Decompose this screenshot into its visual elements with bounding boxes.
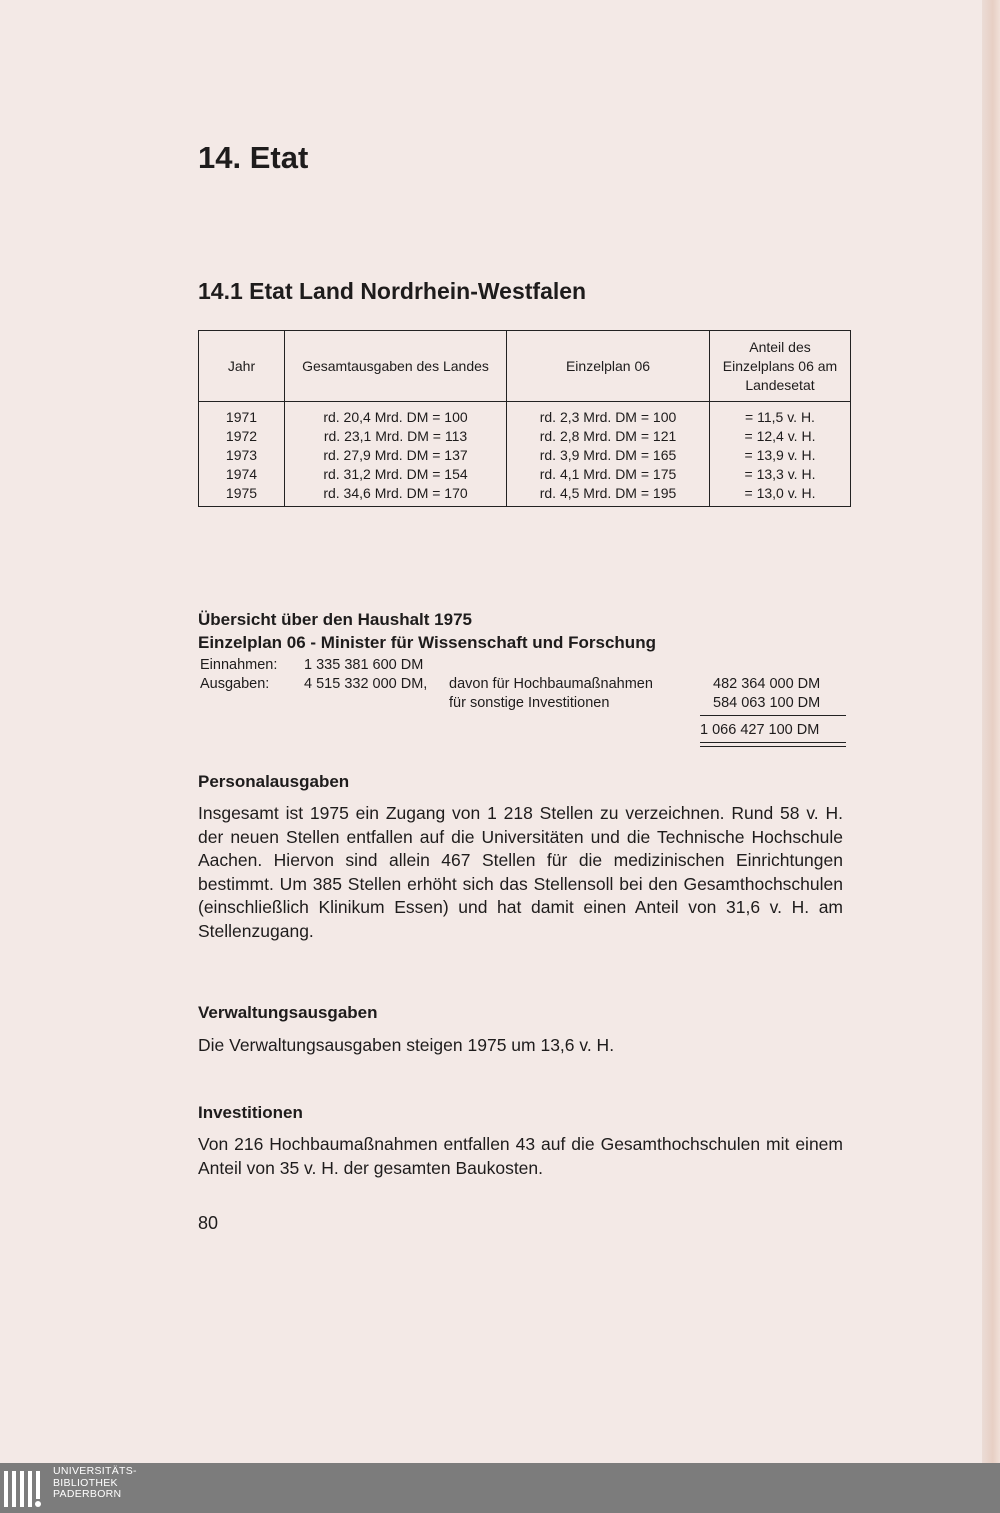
- library-logo-icon: [4, 1469, 46, 1509]
- library-name-line1: UNIVERSITÄTS-: [53, 1465, 137, 1477]
- einnahmen-label: Einnahmen:: [200, 657, 278, 673]
- etat-table: [198, 330, 851, 507]
- header-jahr: Jahr: [199, 331, 285, 402]
- table-header-row: [199, 331, 851, 402]
- ausgaben-label: Ausgaben:: [200, 676, 270, 692]
- cell-gesamt: rd. 20,4 Mrd. DM = 100: [285, 402, 507, 428]
- library-footer: [0, 1463, 1000, 1513]
- cell-anteil: = 13,0 v. H.: [710, 484, 851, 507]
- personal-heading: Personalausgaben: [198, 772, 350, 791]
- cell-gesamt: rd. 23,1 Mrd. DM = 113: [285, 427, 507, 446]
- page-number: 80: [198, 1213, 219, 1233]
- library-name: [53, 1466, 137, 1501]
- table-row: [199, 402, 851, 428]
- section-heading: 14.1 Etat Land Nordrhein-Westfalen: [198, 278, 587, 304]
- personal-paragraph: Insgesamt ist 1975 ein Zugang von 1 218 Stellen zu verzeichnen. Rund 58 v. H. der neuen Stellen entfallen auf die Universitäten und die Technische Hochschule Aachen. Hiervon sind allein 467 Stellen für die medizinischen Einrichtungen bestimmt. Um 385 Stellen erhöht sich das Stellensoll bei den Gesamthochschulen (einschließlich Klinikum Essen) und hat damit einen Anteil von 31,6 v. H. am Stellenzugang.: [198, 803, 843, 941]
- investitionen-heading: Investitionen: [198, 1103, 303, 1122]
- verwaltung-paragraph: Die Verwaltungsausgaben steigen 1975 um 13,6 v. H.: [198, 1035, 615, 1055]
- investitionen-paragraph: Von 216 Hochbaumaßnahmen entfallen 43 auf die Gesamthochschulen mit einem Anteil von 35 v. H. der gesamten Baukosten.: [198, 1134, 843, 1178]
- hochbau-label: davon für Hochbaumaßnahmen: [449, 676, 653, 692]
- header-einzelplan: Einzelplan 06: [507, 331, 710, 402]
- ausgaben-value: 4 515 332 000 DM,: [304, 676, 428, 692]
- sum-rule: [700, 715, 846, 716]
- cell-anteil: = 12,4 v. H.: [710, 427, 851, 446]
- table-row: [199, 484, 851, 507]
- cell-gesamt: rd. 27,9 Mrd. DM = 137: [285, 446, 507, 465]
- hochbau-value: 482 364 000 DM: [713, 676, 821, 692]
- table-row: [199, 427, 851, 446]
- header-anteil: Anteil des Einzelplans 06 am Landesetat: [710, 331, 851, 402]
- library-name-line2: BIBLIOTHEK: [53, 1476, 118, 1489]
- investitionen-value: 584 063 100 DM: [713, 695, 821, 711]
- total-double-rule-top: [700, 742, 846, 743]
- cell-jahr: 1972: [199, 427, 285, 446]
- einnahmen-value: 1 335 381 600 DM: [304, 657, 424, 673]
- cell-einzel: rd. 2,3 Mrd. DM = 100: [507, 402, 710, 428]
- cell-gesamt: rd. 31,2 Mrd. DM = 154: [285, 465, 507, 484]
- cell-gesamt: rd. 34,6 Mrd. DM = 170: [285, 484, 507, 507]
- cell-anteil: = 13,3 v. H.: [710, 465, 851, 484]
- cell-einzel: rd. 3,9 Mrd. DM = 165: [507, 446, 710, 465]
- chapter-heading: 14. Etat: [198, 140, 309, 175]
- cell-anteil: = 11,5 v. H.: [710, 402, 851, 428]
- cell-jahr: 1975: [199, 484, 285, 507]
- page-edge-shadow: [982, 0, 1000, 1463]
- total-value: 1 066 427 100 DM: [700, 722, 820, 738]
- library-name-line3: PADERBORN: [53, 1488, 122, 1500]
- table-row: [199, 446, 851, 465]
- total-double-rule-bottom: [700, 746, 846, 747]
- cell-einzel: rd. 4,5 Mrd. DM = 195: [507, 484, 710, 507]
- cell-jahr: 1973: [199, 446, 285, 465]
- investitionen-label: für sonstige Investitionen: [449, 695, 610, 711]
- cell-anteil: = 13,9 v. H.: [710, 446, 851, 465]
- overview-subtitle: Einzelplan 06 - Minister für Wissenschaft und Forschung: [198, 633, 656, 652]
- overview-title: Übersicht über den Haushalt 1975: [198, 610, 472, 629]
- header-gesamtausgaben: Gesamtausgaben des Landes: [285, 331, 507, 402]
- table-row: [199, 465, 851, 484]
- cell-jahr: 1971: [199, 402, 285, 428]
- cell-einzel: rd. 4,1 Mrd. DM = 175: [507, 465, 710, 484]
- cell-einzel: rd. 2,8 Mrd. DM = 121: [507, 427, 710, 446]
- cell-jahr: 1974: [199, 465, 285, 484]
- verwaltung-heading: Verwaltungsausgaben: [198, 1003, 378, 1022]
